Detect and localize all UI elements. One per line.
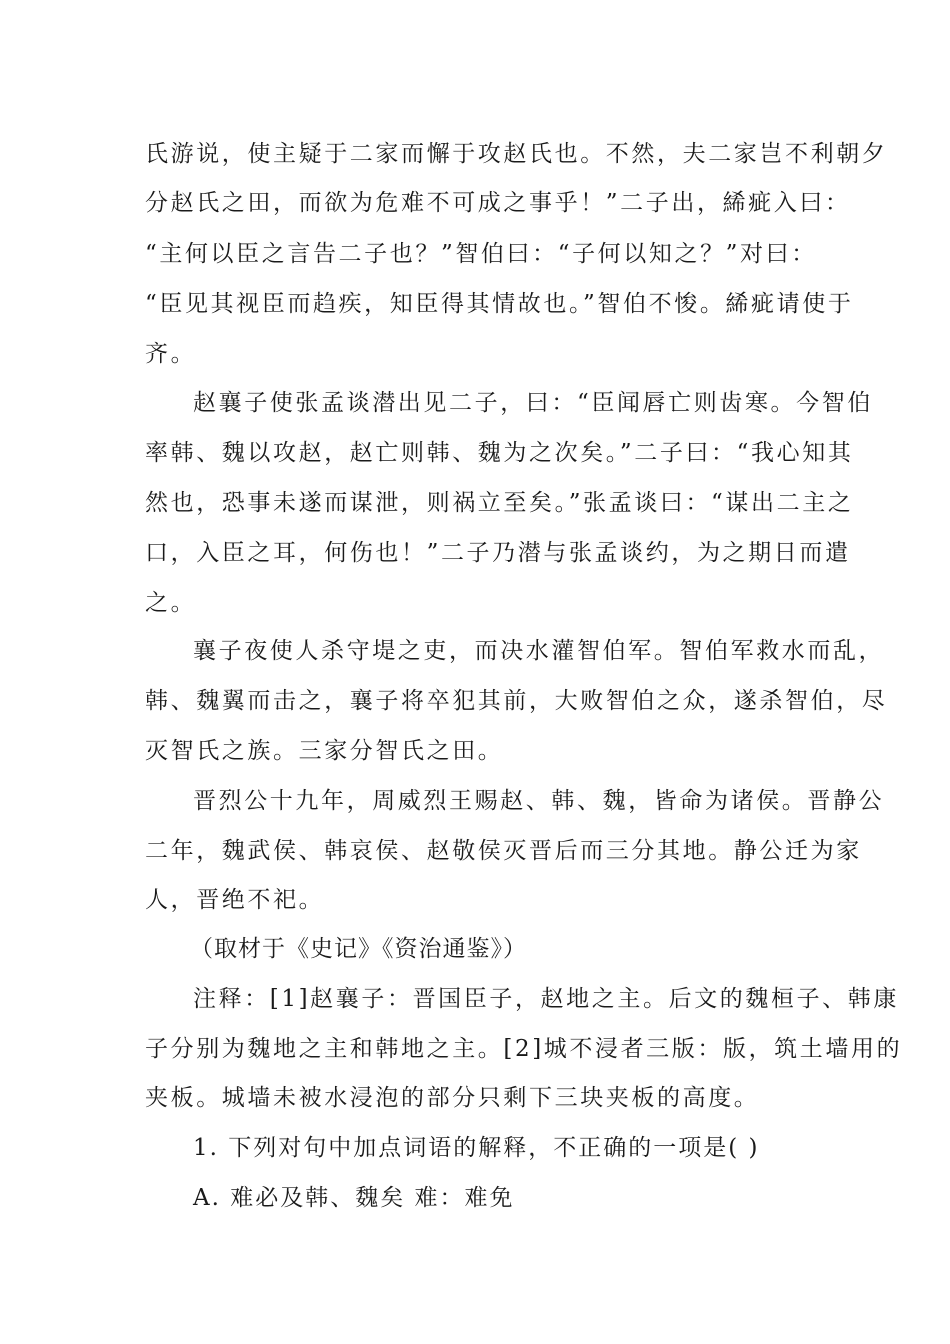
paragraph-2-line-4: 口，入臣之耳，何伤也！”二子乃潜与张孟谈约，为之期日而遣 (145, 540, 851, 566)
notes-line-1: 注释：[1]赵襄子：晋国臣子，赵地之主。后文的魏桓子、韩康 (193, 986, 899, 1012)
notes-line-3: 夹板。城墙未被水浸泡的部分只剩下三块夹板的高度。 (145, 1085, 760, 1111)
question-option-a: A. 难必及韩、魏矣 难：难免 (193, 1185, 515, 1211)
paragraph-2-line-1: 赵襄子使张孟谈潜出见二子，曰：“臣闻唇亡则齿寒。今智伯 (193, 390, 873, 416)
paragraph-3-line-1: 襄子夜使人杀守堤之吏，而决水灌智伯军。智伯军救水而乱， (193, 638, 885, 664)
paragraph-1-line-4: “臣见其视臣而趋疾，知臣得其情故也。”智伯不悛。絺疵请使于 (145, 291, 854, 317)
source-citation: （取材于《史记》《资治通鉴》） (190, 936, 527, 962)
question-stem: 1. 下列对句中加点词语的解释，不正确的一项是( ) (193, 1135, 760, 1161)
paragraph-1-line-3: “主何以臣之言告二子也？”智伯曰：“子何以知之？”对曰： (145, 241, 817, 267)
paragraph-3-line-2: 韩、魏翼而击之，襄子将卒犯其前，大败智伯之众，遂杀智伯，尽 (145, 688, 888, 714)
paragraph-3-line-3: 灭智氏之族。三家分智氏之田。 (145, 738, 504, 764)
paragraph-2-line-5: 之。 (145, 590, 197, 616)
paragraph-1-line-5: 齐。 (145, 341, 197, 367)
paragraph-2-line-2: 率韩、魏以攻赵，赵亡则韩、魏为之次矣。”二子曰：“我心知其 (145, 440, 854, 466)
paragraph-2-line-3: 然也，恐事未遂而谋泄，则祸立至矣。”张孟谈曰：“谋出二主之 (145, 490, 854, 516)
paragraph-4-line-1: 晋烈公十九年，周威烈王赐赵、韩、魏，皆命为诸侯。晋静公 (193, 788, 885, 814)
notes-line-2: 子分别为魏地之主和韩地之主。[2]城不浸者三版：版，筑土墙用的 (145, 1036, 903, 1062)
paragraph-4-line-2: 二年，魏武侯、韩哀侯、赵敬侯灭晋后而三分其地。静公迁为家 (145, 838, 862, 864)
paragraph-1-line-2: 分赵氏之田，而欲为危难不可成之事乎！”二子出，絺疵入曰： (145, 190, 851, 216)
paragraph-4-line-3: 人，晋绝不祀。 (145, 887, 325, 913)
paragraph-1-line-1: 氏游说，使主疑于二家而懈于攻赵氏也。不然，夫二家岂不利朝夕 (145, 141, 888, 167)
